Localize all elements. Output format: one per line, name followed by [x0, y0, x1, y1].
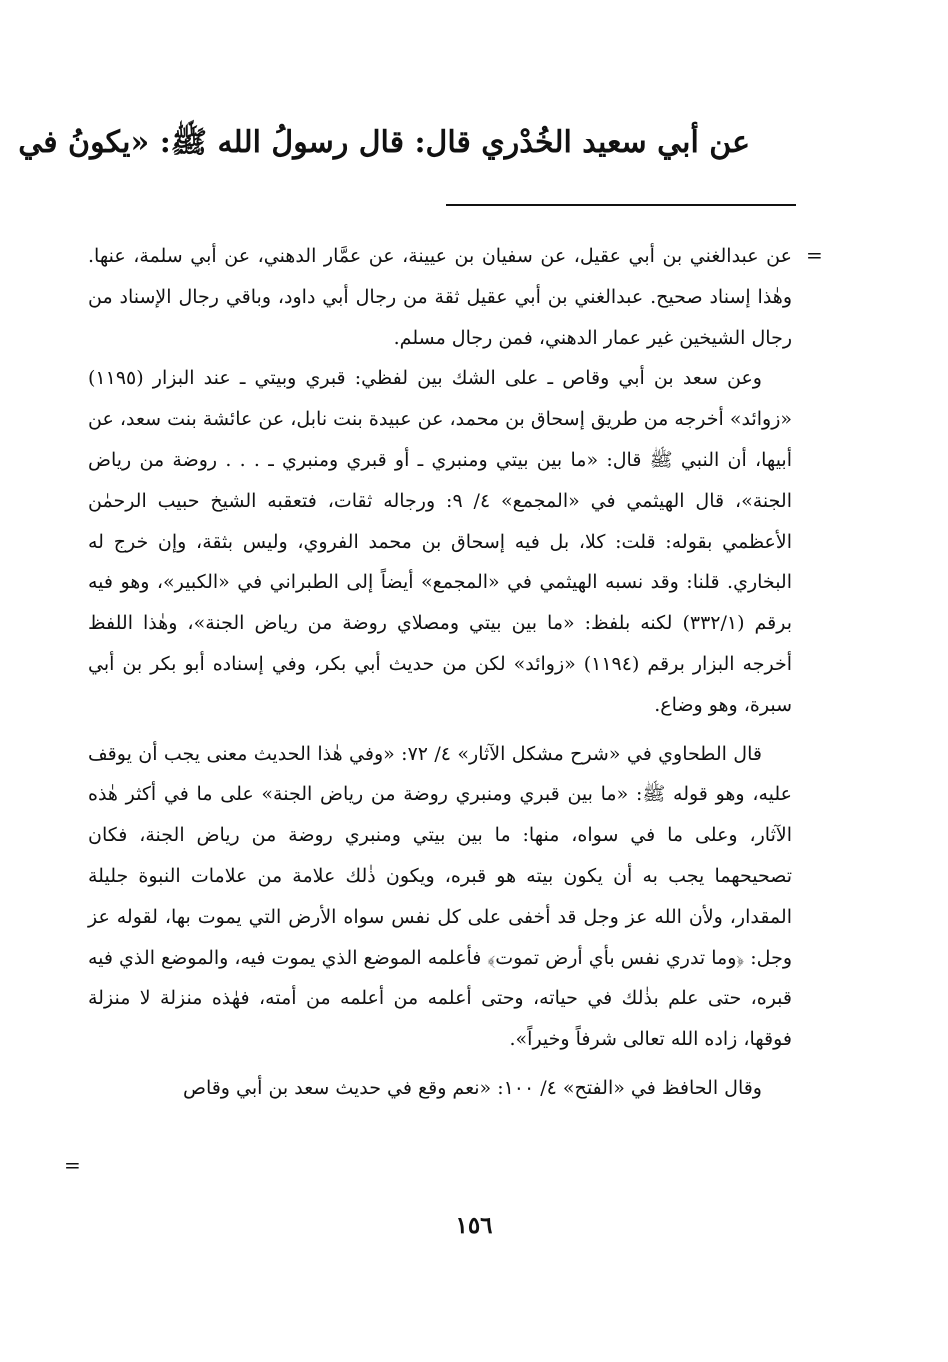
footnote-body — [88, 236, 792, 1109]
paragraph-gap — [88, 1060, 792, 1068]
footnote-separator — [446, 204, 796, 206]
continuation-mark-end: = — [64, 1153, 81, 1177]
hadith-intro-line: عن أبي سعيد الخُدْري قال: قال رسولُ الله ﷺ: «يكونُ في — [18, 125, 750, 160]
footnote-paragraph-2: وعن سعد بن أبي وقاص ـ على الشك بين لفظي: قبري وبيتي ـ عند البزار (١١٩٥) «زوائد» أخرجه من طريق إسحاق بن محمد، عن عبيدة بنت نابل، عن عائشة بنت سعد، عن أبيها، أن النبي ﷺ قال: «ما بين بيتي ومنبري ـ أو قبري ومنبري ـ . . . روضة من رياض الجنة»، قال الهيثمي في «المجمع» ٤/ ٩: ورجاله ثقات، فتعقبه الشيخ حبيب الرحمٰن الأعظمي بقوله: قلت: كلا، بل فيه إسحاق بن محمد الفروي، وليس بثقة، وإن خرج له البخاري. قلنا: وقد نسبه الهيثمي في «المجمع» أيضاً إلى الطبراني في «الكبير»، وهو فيه برقم (٣٣٢/١) لكنه بلفظ: «ما بين بيتي ومصلاي روضة من رياض الجنة»، وهٰذا اللفظ أخرجه البزار برقم (١١٩٤) «زوائد» لكن من حديث أبي بكر، وفي إسناده أبو بكر بن أبي سبرة، وهو وضاع. — [88, 367, 792, 716]
paragraph-gap — [88, 726, 792, 734]
continuation-mark-start: = — [806, 243, 823, 267]
footnote-paragraph-1: عن عبدالغني بن أبي عقيل، عن سفيان بن عيينة، عن عمَّار الدهني، عن أبي سلمة، عنها. وهٰذا إسناد صحيح. عبدالغني بن أبي عقيل ثقة من رجال أبي داود، وباقي رجال الإسناد من رجال الشيخين غير عمار الدهني، فمن رجال مسلم. — [88, 245, 792, 349]
footnote-paragraph-3: قال الطحاوي في «شرح مشكل الآثار» ٤/ ٧٢: «وفي هٰذا الحديث معنى يجب أن يوقف عليه، وهو قوله ﷺ: «ما بين قبري ومنبري روضة من رياض الجنة» على ما في أكثر هٰذه الآثار، وعلى ما في سواه، منها: ما بين بيتي ومنبري روضة من رياض الجنة، فكان تصحيحهما يجب به أن يكون بيته هو قبره، ويكون ذٰلك علامة من علامات النبوة جليلة المقدار، ولأن الله عز وجل قد أخفى على كل نفس سواه الأرض التي يموت بها، لقوله عز وجل: ﴿وما تدري نفس بأي أرض تموت﴾ فأعلمه الموضع الذي يموت فيه، والموضع الذي فيه قبره، حتى علم بذٰلك في حياته، وحتى أعلمه من أعلمه من أمته، فهٰذه منزلة لا منزلة فوقها، زاده الله تعالى شرفاً وخيراً». — [88, 742, 792, 1051]
footnote-paragraph-4: وقال الحافظ في «الفتح» ٤/ ١٠٠: «نعم وقع في حديث سعد بن أبي وقاص — [182, 1076, 762, 1099]
page-number: ١٥٦ — [455, 1212, 493, 1239]
